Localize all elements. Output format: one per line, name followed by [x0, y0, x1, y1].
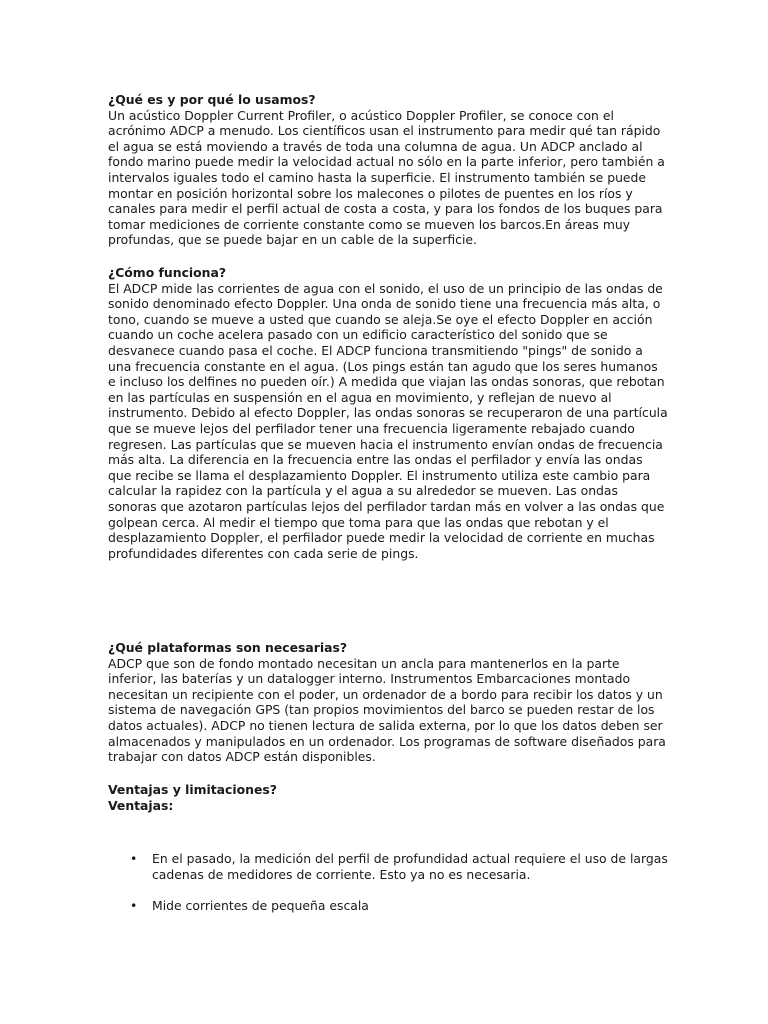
list-item	[108, 898, 668, 914]
list-item	[108, 851, 668, 882]
section-paragraph: El ADCP mide las corrientes de agua con el sonido, el uso de un principio de las ondas de sonido denominado efecto Doppler. Una onda de sonido tiene una frecuencia más alta, o tono, cuando se mueve a usted que cuando se aleja.Se oye el efecto Doppler en acción cuando un coche acelera pasado con un edificio característico del sonido que se desvanece cuando pasa el coche. El ADCP funciona transmitiendo "pings" de sonido a una frecuencia constante en el agua. (Los pings están tan agudo que los seres humanos e incluso los delfines no pueden oír.) A medida que viajan las ondas sonoras, que rebotan en las partículas en suspensión en el agua en movimiento, y reflejan de nuevo al instrumento. Debido al efecto Doppler, las ondas sonoras se recuperaron de una partícula que se mueve lejos del perfilador tener una frecuencia ligeramente rebajado cuando regresen. Las partículas que se mueven hacia el instrumento envían ondas de frecuencia más alta. La diferencia en la frecuencia entre las ondas el perfilador y envía las ondas que recibe se llama el desplazamiento Doppler. El instrumento utiliza este cambio para calcular la rapidez con la partícula y el agua a su alrededor se mueven. Las ondas sonoras que azotaron partículas lejos del perfilador tardan más en volver a las ondas que golpean cerca. Al medir el tiempo que toma para que las ondas que rebotan y el desplazamiento Doppler, el perfilador puede medir la velocidad de corriente en muchas profundidades diferentes con cada serie de pings.	[108, 280, 668, 561]
section-heading: ¿Qué plataformas son necesarias?	[108, 640, 348, 655]
list-item-text: Mide corrientes de pequeña escala	[152, 898, 369, 914]
section-subheading: Ventajas:	[108, 797, 174, 813]
section-what-is	[108, 92, 668, 248]
section-paragraph: Un acústico Doppler Current Profiler, o acústico Doppler Profiler, se conoce con el acrónimo ADCP a menudo. Los científicos usan el instrumento para medir qué tan rápido el agua se está moviendo a través de toda una columna de agua. Un ADCP anclado al fondo marino puede medir la velocidad actual no sólo en la parte inferior, pero también a intervalos iguales todo el camino hasta la superficie. El instrumento también se puede montar en posición horizontal sobre los malecones o pilotes de puentes en los ríos y canales para medir el perfil actual de costa a costa, y para los fondos de los buques para tomar mediciones de corriente constante como se mueven los barcos.En áreas muy profundas, que se puede bajar en un cable de la superficie.	[108, 107, 665, 248]
section-how-it-works	[108, 265, 668, 561]
section-heading: Ventajas y limitaciones?	[108, 782, 277, 797]
bullet-icon: •	[130, 898, 138, 914]
section-heading: ¿Qué es y por qué lo usamos?	[108, 92, 316, 107]
section-platforms	[108, 640, 668, 765]
section-paragraph: ADCP que son de fondo montado necesitan un ancla para mantenerlos en la parte inferior, las baterías y un datalogger interno. Instrumentos Embarcaciones montado necesitan un recipiente con el poder, un ordenador de a bordo para recibir los datos y un sistema de navegación GPS (tan propios movimientos del barco se pueden restar de los datos actuales). ADCP no tienen lectura de salida externa, por lo que los datos deben ser almacenados y manipulados en un ordenador. Los programas de software diseñados para trabajar con datos ADCP están disponibles.	[108, 655, 666, 765]
section-heading: ¿Cómo funciona?	[108, 265, 227, 280]
advantages-list	[108, 851, 668, 914]
section-advantages-limitations	[108, 782, 668, 813]
list-item-text: En el pasado, la medición del perfil de profundidad actual requiere el uso de largas cadenas de medidores de corriente. Esto ya no es necesaria.	[152, 851, 668, 882]
bullet-icon: •	[130, 851, 138, 866]
